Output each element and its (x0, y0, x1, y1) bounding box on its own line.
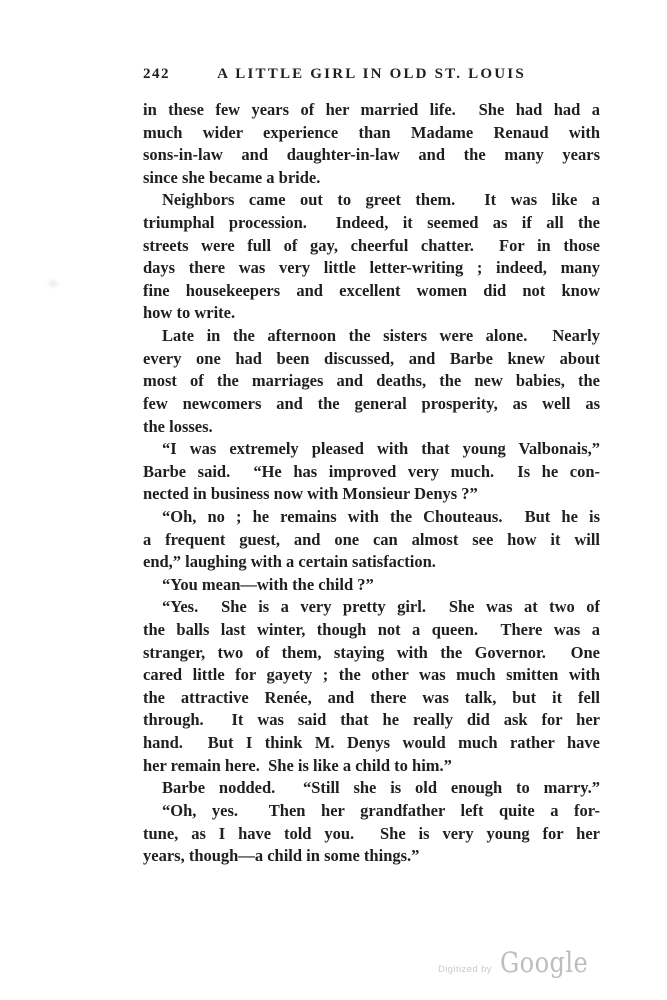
text-line: nected in business now with Monsieur Denys ?” (143, 484, 478, 504)
body-text (143, 99, 600, 868)
text-line: hand. But I think M. Denys would much rather have (143, 733, 600, 753)
text-line: sons-in-law and daughter-in-law and the many years (143, 145, 600, 165)
text-line: her remain here. She is like a child to him.” (143, 755, 452, 775)
text-line: “Oh, no ; he remains with the Chouteaus. But he is (162, 506, 600, 526)
text-line: end,” laughing with a certain satisfaction. (143, 552, 436, 572)
text-line: the losses. (143, 416, 213, 436)
page-header (143, 64, 600, 84)
page-number: 242 (143, 66, 170, 82)
google-logo: Google (499, 946, 589, 979)
text-line: every one had been discussed, and Barbe knew about (143, 348, 600, 368)
watermark (438, 946, 602, 979)
text-line: Late in the afternoon the sisters were alone. Nearly (162, 326, 600, 346)
scan-smudge-artifact (46, 278, 60, 289)
text-line: “Oh, yes. Then her grandfather left quite a for- (162, 800, 600, 820)
text-line: most of the marriages and deaths, the new babies, the (143, 371, 600, 391)
text-line: tune, as I have told you. She is very young for her (143, 823, 600, 843)
text-line: “Yes. She is a very pretty girl. She was at two of (162, 597, 600, 617)
text-line: a frequent guest, and one can almost see how it will (143, 529, 600, 549)
text-line: days there was very little letter-writing ; indeed, many (143, 258, 600, 278)
running-title: A LITTLE GIRL IN OLD ST. LOUIS (217, 66, 526, 82)
text-line: fine housekeepers and excellent women did not know (143, 280, 600, 300)
text-line: triumphal procession. Indeed, it seemed as if all the (143, 213, 600, 233)
text-line: stranger, two of them, staying with the Governor. One (143, 642, 600, 662)
text-line: how to write. (143, 303, 236, 323)
text-line: streets were full of gay, cheerful chatter. For in those (143, 235, 600, 255)
text-line: “I was extremely pleased with that young Valbonais,” (162, 439, 600, 459)
text-line: Barbe nodded. “Still she is old enough to marry.” (162, 778, 600, 798)
text-line: Barbe said. “He has improved very much. Is he con- (143, 461, 600, 481)
text-line: through. It was said that he really did ask for her (143, 710, 600, 730)
text-line: in these few years of her married life. She had had a (143, 100, 600, 119)
text-line: since she became a bride. (143, 167, 321, 187)
text-line: “You mean—with the child ?” (162, 574, 374, 594)
text-line: Neighbors came out to greet them. It was like a (162, 190, 600, 210)
text-line: years, though—a child in some things.” (143, 846, 420, 866)
text-line: the balls last winter, though not a queen. There was a (143, 620, 600, 640)
text-line: few newcomers and the general prosperity, as well as (143, 393, 600, 413)
digitized-by-label: Digitized by (438, 964, 492, 975)
text-line: the attractive Renée, and there was talk, but it fell (143, 687, 600, 707)
text-line: cared little for gayety ; the other was much smitten with (143, 665, 600, 685)
text-line: much wider experience than Madame Renaud with (143, 122, 600, 142)
